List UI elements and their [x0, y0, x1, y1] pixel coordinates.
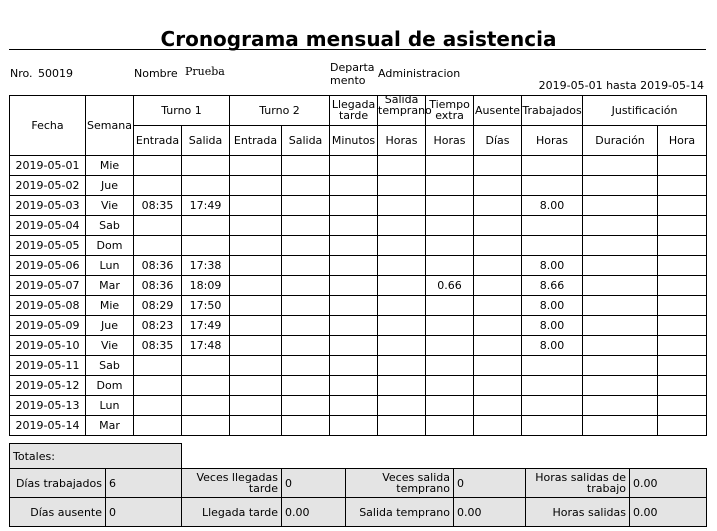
turno2-salida-cell [282, 376, 330, 396]
tiempo-extra-cell [426, 256, 474, 276]
salida-temprano-cell [378, 156, 426, 176]
duracion-cell [583, 296, 658, 316]
turno2-entrada-cell [230, 316, 282, 336]
llegada-tarde-cell [330, 396, 378, 416]
ausente-cell [474, 216, 522, 236]
tiempo-extra-cell [426, 296, 474, 316]
date-cell: 2019-05-04 [10, 216, 86, 236]
turno2-entrada-cell [230, 336, 282, 356]
turno1-salida-cell [182, 356, 230, 376]
trabajados-cell [522, 356, 583, 376]
nro-value: 50019 [38, 67, 73, 80]
header-justificacion: Justificación [583, 96, 707, 126]
trabajados-cell: 8.00 [522, 316, 583, 336]
departamento-value: Administracion [378, 67, 461, 80]
hora-cell [658, 416, 707, 436]
header-turno2: Turno 2 [230, 96, 330, 126]
header-minutos: Minutos [330, 126, 378, 156]
header-t2-salida: Salida [282, 126, 330, 156]
llegada-tarde-label: Llegada tarde [182, 498, 282, 527]
turno1-entrada-cell [134, 416, 182, 436]
header-t1-salida: Salida [182, 126, 230, 156]
date-cell: 2019-05-08 [10, 296, 86, 316]
date-cell: 2019-05-10 [10, 336, 86, 356]
duracion-cell [583, 176, 658, 196]
turno1-salida-cell [182, 376, 230, 396]
llegada-tarde-cell [330, 236, 378, 256]
turno1-salida-cell [182, 416, 230, 436]
turno1-entrada-cell [134, 176, 182, 196]
turno2-salida-cell [282, 296, 330, 316]
header-fecha: Fecha [10, 96, 86, 156]
salida-temprano-cell [378, 236, 426, 256]
header-tiempo-extra [426, 96, 474, 126]
horas-salidas-label: Horas salidas [526, 498, 630, 527]
turno1-entrada-cell: 08:36 [134, 276, 182, 296]
departamento-label-line2: mento [330, 74, 366, 87]
salida-temprano-cell [378, 396, 426, 416]
turno1-entrada-cell: 08:35 [134, 336, 182, 356]
salida-temprano-cell [378, 296, 426, 316]
header-trabajados-horas: Horas [522, 126, 583, 156]
hora-cell [658, 176, 707, 196]
turno2-salida-cell [282, 336, 330, 356]
hora-cell [658, 216, 707, 236]
departamento-label-line1: Departa [330, 61, 375, 74]
hora-cell [658, 296, 707, 316]
salida-temprano-cell [378, 376, 426, 396]
duracion-cell [583, 276, 658, 296]
ausente-cell [474, 416, 522, 436]
llegada-tarde-cell [330, 376, 378, 396]
dias-trabajados-label: Días trabajados [10, 469, 106, 498]
llegada-tarde-cell [330, 416, 378, 436]
weekday-cell: Dom [86, 236, 134, 256]
llegada-tarde-cell [330, 356, 378, 376]
weekday-cell: Dom [86, 376, 134, 396]
date-cell: 2019-05-06 [10, 256, 86, 276]
trabajados-cell: 8.00 [522, 196, 583, 216]
trabajados-cell [522, 216, 583, 236]
nombre-value: Prueba [185, 65, 225, 78]
turno2-entrada-cell [230, 196, 282, 216]
header-hora: Hora [658, 126, 707, 156]
trabajados-cell: 8.66 [522, 276, 583, 296]
hora-cell [658, 156, 707, 176]
turno1-salida-cell [182, 176, 230, 196]
trabajados-cell [522, 156, 583, 176]
date-cell: 2019-05-01 [10, 156, 86, 176]
ausente-cell [474, 356, 522, 376]
ausente-cell [474, 296, 522, 316]
tiempo-extra-cell [426, 196, 474, 216]
header-salida-temprano-text: Salida temprano [378, 92, 432, 117]
turno1-entrada-cell [134, 396, 182, 416]
veces-salida-temprano-value: 0 [454, 469, 526, 498]
trabajados-cell: 8.00 [522, 336, 583, 356]
dias-ausente-label: Días ausente [10, 498, 106, 527]
hora-cell [658, 256, 707, 276]
ausente-cell [474, 376, 522, 396]
turno1-salida-cell [182, 396, 230, 416]
salida-temprano-cell [378, 316, 426, 336]
turno1-entrada-cell [134, 156, 182, 176]
duracion-cell [583, 256, 658, 276]
salida-temprano-cell [378, 176, 426, 196]
trabajados-cell [522, 376, 583, 396]
date-cell: 2019-05-03 [10, 196, 86, 216]
ausente-cell [474, 396, 522, 416]
turno1-salida-cell: 17:48 [182, 336, 230, 356]
turno2-entrada-cell [230, 376, 282, 396]
ausente-cell [474, 176, 522, 196]
totals-label: Totales: [10, 444, 182, 469]
page-title: Cronograma mensual de asistencia [160, 27, 557, 51]
header-t2-entrada: Entrada [230, 126, 282, 156]
horas-salidas-trabajo-label: Horas salidas de trabajo [526, 469, 630, 498]
date-cell: 2019-05-09 [10, 316, 86, 336]
hora-cell [658, 356, 707, 376]
duracion-cell [583, 216, 658, 236]
date-cell: 2019-05-14 [10, 416, 86, 436]
turno2-salida-cell [282, 196, 330, 216]
turno1-salida-cell: 17:38 [182, 256, 230, 276]
tiempo-extra-cell [426, 336, 474, 356]
turno1-entrada-cell [134, 216, 182, 236]
header-extra-horas: Horas [426, 126, 474, 156]
weekday-cell: Mar [86, 276, 134, 296]
turno2-entrada-cell [230, 296, 282, 316]
hora-cell [658, 376, 707, 396]
header-salida-temprano [378, 92, 432, 126]
ausente-cell [474, 256, 522, 276]
attendance-table [9, 92, 707, 436]
salida-temprano-cell [378, 336, 426, 356]
tiempo-extra-cell [426, 156, 474, 176]
tiempo-extra-cell [426, 376, 474, 396]
veces-llegadas-tarde-label: Veces llegadas tarde [182, 469, 282, 498]
ausente-cell [474, 276, 522, 296]
weekday-cell: Mie [86, 296, 134, 316]
tiempo-extra-cell [426, 416, 474, 436]
turno1-entrada-cell [134, 236, 182, 256]
salida-temprano-cell [378, 216, 426, 236]
date-cell: 2019-05-13 [10, 396, 86, 416]
table-row [10, 316, 707, 336]
table-row [10, 216, 707, 236]
turno2-salida-cell [282, 276, 330, 296]
table-row [10, 376, 707, 396]
header-dias: Días [474, 126, 522, 156]
header-semana: Semana [86, 96, 134, 156]
date-cell: 2019-05-02 [10, 176, 86, 196]
totals-table [9, 443, 707, 527]
tiempo-extra-cell [426, 356, 474, 376]
turno2-salida-cell [282, 356, 330, 376]
turno1-salida-cell [182, 156, 230, 176]
salida-temprano-cell [378, 256, 426, 276]
weekday-cell: Jue [86, 176, 134, 196]
weekday-cell: Jue [86, 316, 134, 336]
table-row [10, 176, 707, 196]
turno1-salida-cell: 17:49 [182, 196, 230, 216]
tiempo-extra-cell [426, 316, 474, 336]
llegada-tarde-cell [330, 336, 378, 356]
weekday-cell: Vie [86, 196, 134, 216]
header-llegada-tarde [330, 96, 378, 126]
llegada-tarde-cell [330, 196, 378, 216]
salida-temprano-cell [378, 276, 426, 296]
trabajados-cell: 8.00 [522, 256, 583, 276]
ausente-cell [474, 156, 522, 176]
hora-cell [658, 196, 707, 216]
turno2-salida-cell [282, 416, 330, 436]
turno2-entrada-cell [230, 356, 282, 376]
turno2-entrada-cell [230, 256, 282, 276]
table-row [10, 236, 707, 256]
nro-label: Nro. [10, 67, 33, 80]
header-duracion: Duración [583, 126, 658, 156]
turno2-salida-cell [282, 316, 330, 336]
header-llegada-tarde-text: Llegada tarde [331, 98, 376, 122]
turno2-salida-cell [282, 256, 330, 276]
salida-temprano-cell [378, 196, 426, 216]
table-row [10, 356, 707, 376]
table-row [10, 276, 707, 296]
salida-temprano-label: Salida temprano [346, 498, 454, 527]
hora-cell [658, 396, 707, 416]
tiempo-extra-cell [426, 396, 474, 416]
duracion-cell [583, 376, 658, 396]
turno1-salida-cell [182, 216, 230, 236]
horas-salidas-trabajo-value: 0.00 [630, 469, 707, 498]
duracion-cell [583, 236, 658, 256]
table-row [10, 156, 707, 176]
table-row [10, 396, 707, 416]
turno1-entrada-cell [134, 356, 182, 376]
turno2-salida-cell [282, 176, 330, 196]
hora-cell [658, 316, 707, 336]
weekday-cell: Lun [86, 256, 134, 276]
trabajados-cell [522, 396, 583, 416]
turno2-entrada-cell [230, 176, 282, 196]
weekday-cell: Sab [86, 216, 134, 236]
date-range: 2019-05-01 hasta 2019-05-14 [538, 79, 704, 92]
turno1-entrada-cell: 08:35 [134, 196, 182, 216]
trabajados-cell [522, 236, 583, 256]
turno2-salida-cell [282, 156, 330, 176]
weekday-cell: Sab [86, 356, 134, 376]
turno2-entrada-cell [230, 216, 282, 236]
llegada-tarde-cell [330, 216, 378, 236]
ausente-cell [474, 316, 522, 336]
title-divider [9, 49, 706, 50]
table-row [10, 336, 707, 356]
turno1-salida-cell: 17:50 [182, 296, 230, 316]
ausente-cell [474, 236, 522, 256]
turno2-entrada-cell [230, 396, 282, 416]
veces-salida-temprano-label: Veces salida temprano [346, 469, 454, 498]
salida-temprano-cell [378, 416, 426, 436]
duracion-cell [583, 316, 658, 336]
trabajados-cell: 8.00 [522, 296, 583, 316]
turno2-salida-cell [282, 396, 330, 416]
horas-salidas-value: 0.00 [630, 498, 707, 527]
totals-blank [182, 444, 707, 469]
turno1-salida-cell: 18:09 [182, 276, 230, 296]
hora-cell [658, 336, 707, 356]
tiempo-extra-cell [426, 236, 474, 256]
llegada-tarde-cell [330, 176, 378, 196]
llegada-tarde-cell [330, 156, 378, 176]
header-tiempo-extra-text: Tiempo extra [429, 98, 470, 122]
dias-ausente-value: 0 [106, 498, 182, 527]
date-cell: 2019-05-11 [10, 356, 86, 376]
turno2-entrada-cell [230, 236, 282, 256]
turno2-entrada-cell [230, 156, 282, 176]
salida-temprano-value: 0.00 [454, 498, 526, 527]
turno1-salida-cell [182, 236, 230, 256]
table-row [10, 196, 707, 216]
ausente-cell [474, 336, 522, 356]
turno1-entrada-cell [134, 376, 182, 396]
header-salida-horas: Horas [378, 126, 426, 156]
weekday-cell: Mie [86, 156, 134, 176]
duracion-cell [583, 196, 658, 216]
turno1-entrada-cell: 08:23 [134, 316, 182, 336]
weekday-cell: Vie [86, 336, 134, 356]
tiempo-extra-cell [426, 216, 474, 236]
turno2-entrada-cell [230, 276, 282, 296]
llegada-tarde-cell [330, 276, 378, 296]
header-t1-entrada: Entrada [134, 126, 182, 156]
hora-cell [658, 276, 707, 296]
date-cell: 2019-05-05 [10, 236, 86, 256]
table-row [10, 416, 707, 436]
turno2-salida-cell [282, 236, 330, 256]
nombre-label: Nombre [134, 67, 178, 80]
turno2-salida-cell [282, 216, 330, 236]
hora-cell [658, 236, 707, 256]
ausente-cell [474, 196, 522, 216]
salida-temprano-cell [378, 356, 426, 376]
duracion-cell [583, 396, 658, 416]
veces-llegadas-tarde-value: 0 [282, 469, 346, 498]
llegada-tarde-cell [330, 256, 378, 276]
weekday-cell: Lun [86, 396, 134, 416]
duracion-cell [583, 356, 658, 376]
turno1-salida-cell: 17:49 [182, 316, 230, 336]
turno2-entrada-cell [230, 416, 282, 436]
trabajados-cell [522, 176, 583, 196]
trabajados-cell [522, 416, 583, 436]
header-turno1: Turno 1 [134, 96, 230, 126]
turno1-entrada-cell: 08:36 [134, 256, 182, 276]
header-ausente: Ausente [474, 96, 522, 126]
weekday-cell: Mar [86, 416, 134, 436]
date-cell: 2019-05-07 [10, 276, 86, 296]
date-cell: 2019-05-12 [10, 376, 86, 396]
tiempo-extra-cell [426, 176, 474, 196]
duracion-cell [583, 336, 658, 356]
header-trabajados: Trabajados [522, 96, 583, 126]
llegada-tarde-value: 0.00 [282, 498, 346, 527]
dias-trabajados-value: 6 [106, 469, 182, 498]
llegada-tarde-cell [330, 296, 378, 316]
table-row [10, 296, 707, 316]
table-row [10, 256, 707, 276]
tiempo-extra-cell: 0.66 [426, 276, 474, 296]
duracion-cell [583, 156, 658, 176]
llegada-tarde-cell [330, 316, 378, 336]
turno1-entrada-cell: 08:29 [134, 296, 182, 316]
duracion-cell [583, 416, 658, 436]
